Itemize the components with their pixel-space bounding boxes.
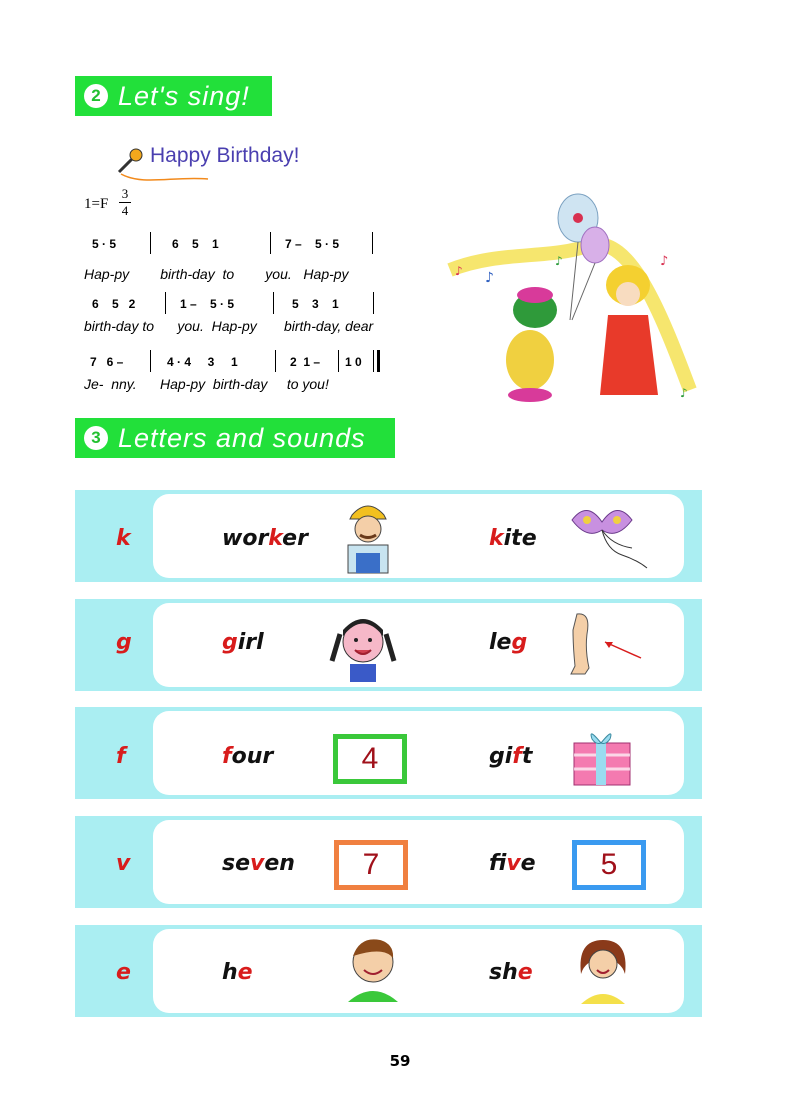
gift-icon bbox=[570, 725, 635, 787]
word-kite: kite bbox=[489, 526, 537, 551]
notes-measure: 1 0 bbox=[345, 355, 362, 369]
time-signature-bottom: 4 bbox=[121, 203, 129, 218]
notes-measure: 1 – 5 · 5 bbox=[180, 297, 235, 311]
boy-icon bbox=[340, 932, 406, 1004]
phonics-letter: v bbox=[116, 851, 131, 876]
section-banner-lets-sing bbox=[75, 76, 272, 116]
phonics-letter: e bbox=[116, 960, 131, 985]
girl-icon bbox=[328, 606, 398, 684]
page-number: 59 bbox=[389, 1052, 411, 1070]
word-five: five bbox=[489, 851, 536, 876]
number-card-4: 4 bbox=[333, 734, 407, 784]
word-he: he bbox=[222, 960, 253, 985]
lyrics-line: Je- nny. Hap-py birth-day to you! bbox=[84, 376, 329, 392]
word-worker: worker bbox=[222, 526, 308, 551]
birthday-illustration bbox=[440, 190, 705, 405]
svg-text:♪: ♪ bbox=[660, 254, 669, 269]
word-four: four bbox=[222, 744, 274, 769]
kite-icon bbox=[562, 500, 652, 570]
word-she: she bbox=[489, 960, 533, 985]
woman-icon bbox=[575, 934, 631, 1006]
svg-text:♪: ♪ bbox=[555, 254, 563, 268]
word-gift: gift bbox=[489, 744, 533, 769]
word-girl: girl bbox=[222, 630, 264, 655]
section-title: Letters and sounds bbox=[118, 422, 366, 453]
svg-text:♪: ♪ bbox=[485, 270, 494, 286]
phonics-letter: f bbox=[116, 744, 126, 769]
notes-measure: 6 5 2 bbox=[92, 297, 136, 311]
notes-measure: 5 · 5 bbox=[92, 237, 117, 251]
notes-measure: 2 1 – bbox=[290, 355, 321, 369]
svg-text:♪: ♪ bbox=[680, 386, 688, 400]
number-card-7: 7 bbox=[334, 840, 408, 890]
leg-icon bbox=[565, 610, 650, 678]
phonics-letter: k bbox=[116, 526, 131, 551]
notes-measure: 6 5 1 bbox=[172, 237, 219, 251]
svg-text:♪: ♪ bbox=[455, 264, 463, 278]
section-banner-letters-sounds bbox=[75, 418, 395, 458]
time-signature-top: 3 bbox=[121, 186, 129, 201]
section-number: 2 bbox=[84, 84, 108, 108]
key-signature: 1=F bbox=[84, 196, 109, 212]
section-title: Let's sing! bbox=[118, 80, 250, 111]
lyrics-line: Hap-py birth-day to you. Hap-py bbox=[84, 266, 349, 282]
time-signature bbox=[119, 187, 131, 218]
phonics-letter: g bbox=[116, 630, 132, 655]
worker-icon bbox=[338, 495, 398, 575]
word-leg: leg bbox=[489, 630, 528, 655]
word-seven: seven bbox=[222, 851, 295, 876]
section-number: 3 bbox=[84, 426, 108, 450]
notes-measure: 4 · 4 3 1 bbox=[167, 355, 238, 369]
notes-measure: 7 – 5 · 5 bbox=[285, 237, 340, 251]
number-card-5: 5 bbox=[572, 840, 646, 890]
lyrics-line: birth-day to you. Hap-py birth-day, dear bbox=[84, 318, 374, 334]
notes-measure: 7 6 – bbox=[90, 355, 124, 369]
song-title: Happy Birthday! bbox=[150, 144, 300, 167]
notes-measure: 5 3 1 bbox=[292, 297, 339, 311]
